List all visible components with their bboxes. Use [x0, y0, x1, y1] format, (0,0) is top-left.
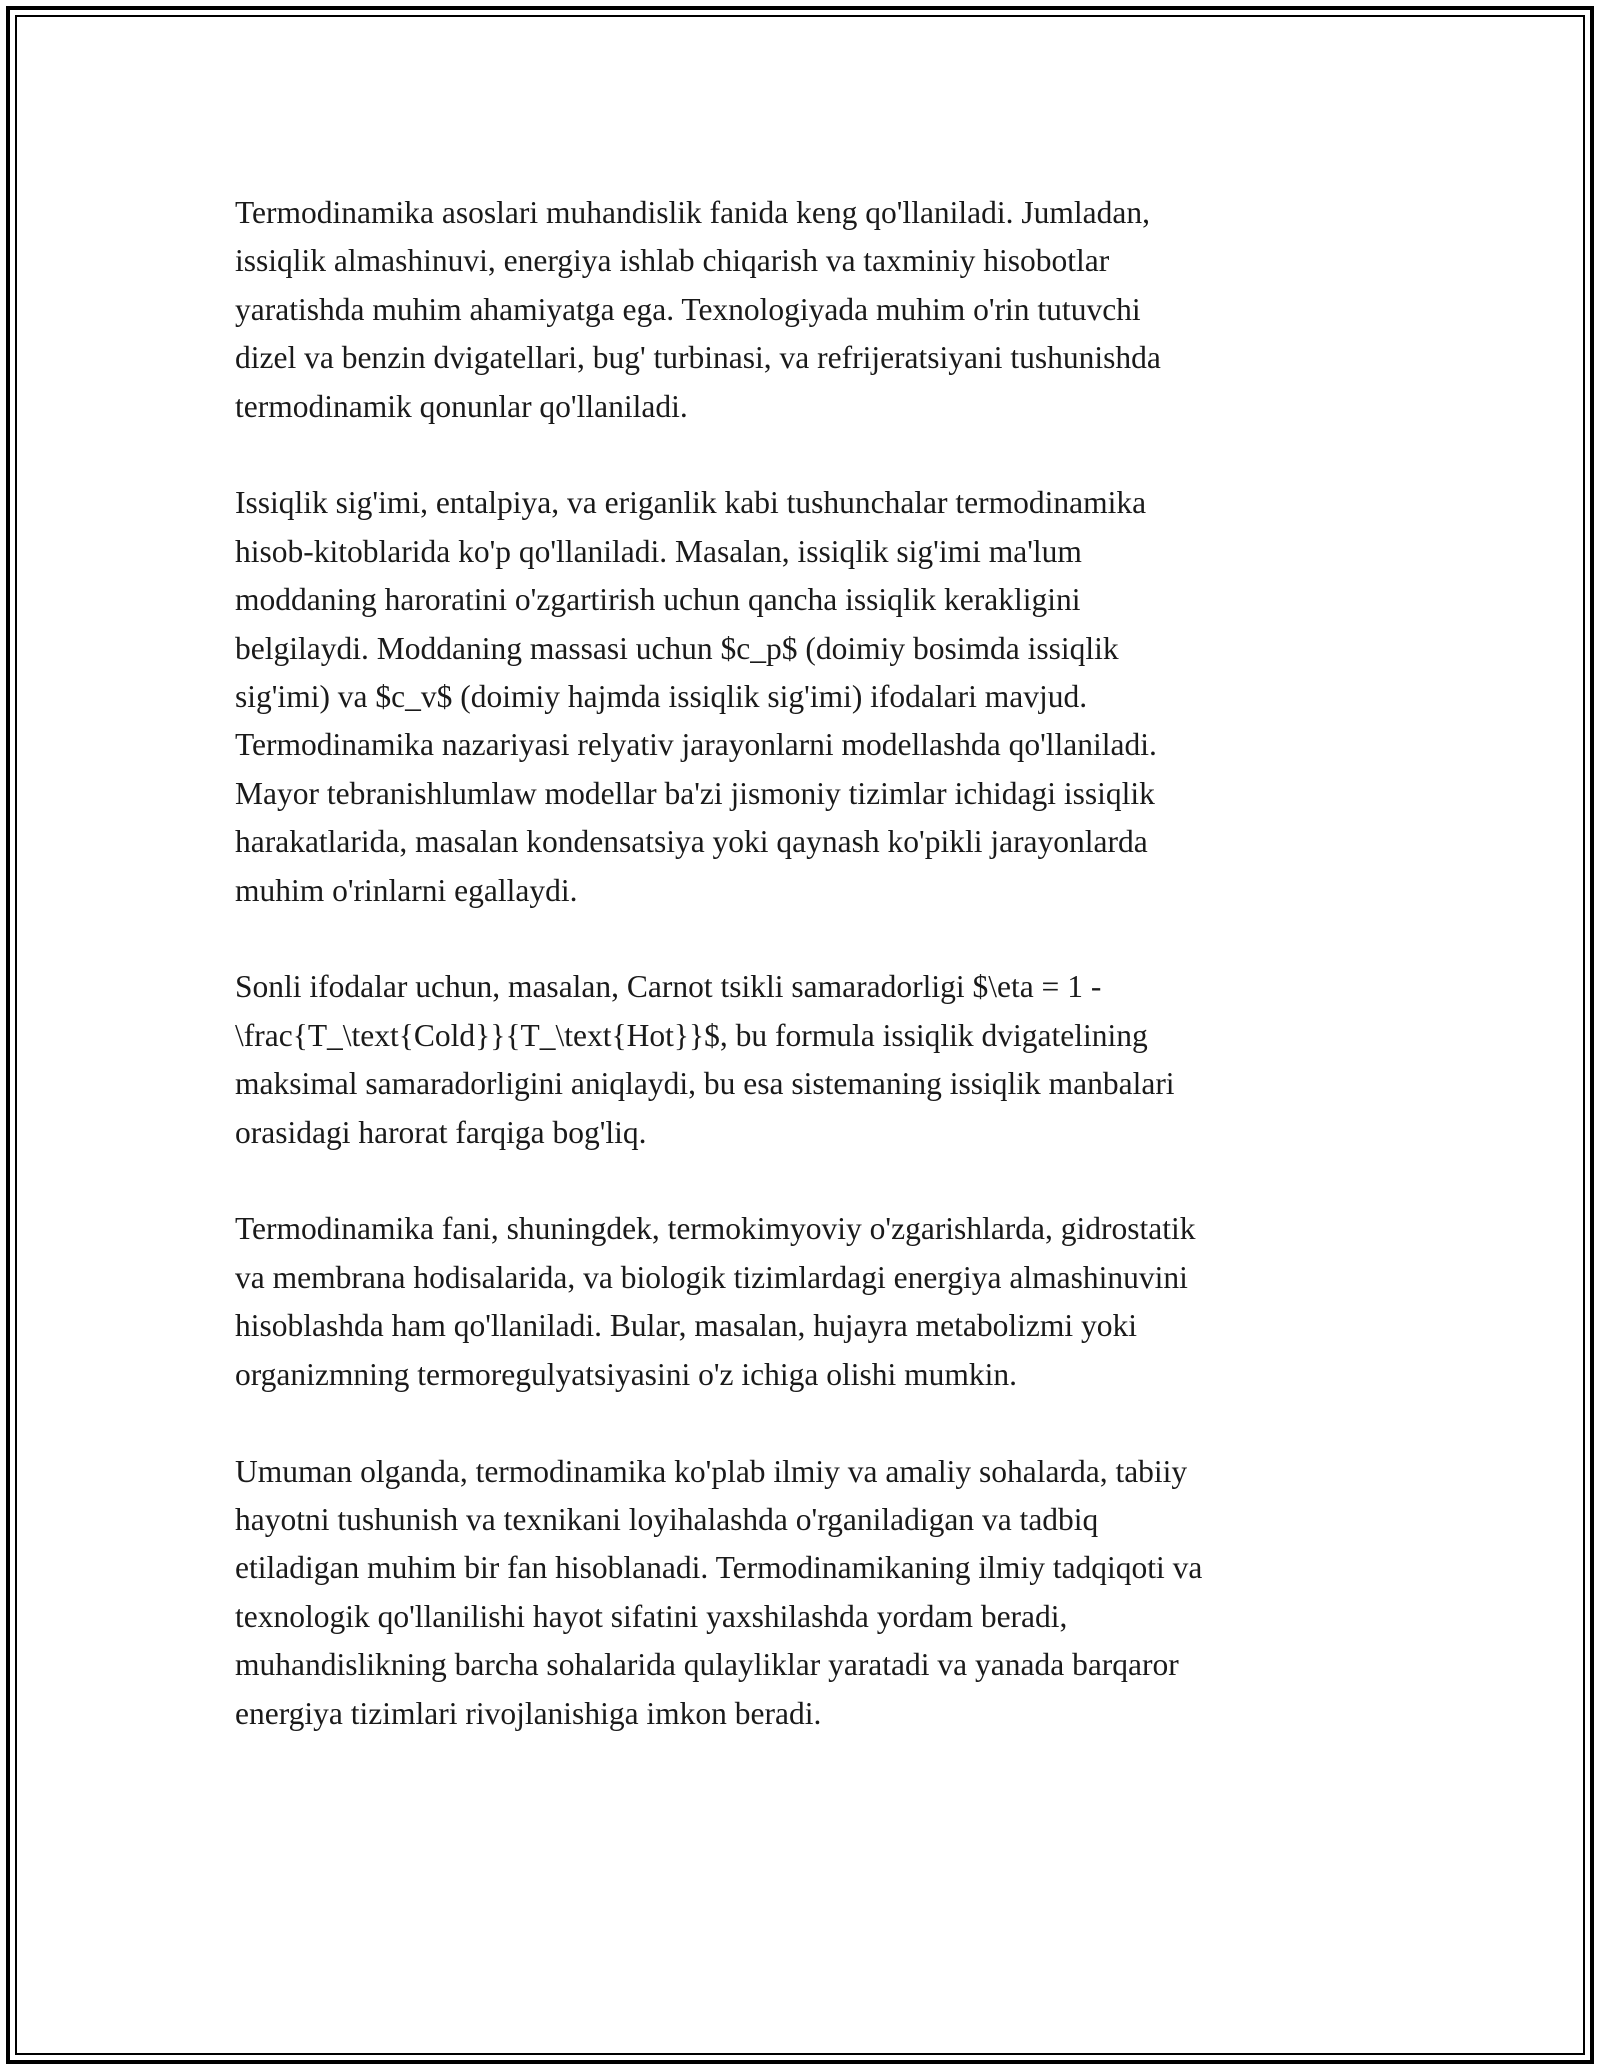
text-line: belgilaydi. Moddaning massasi uchun $c_p$ (doimiy bosimda issiqlik	[235, 630, 1119, 666]
text-line: hayotni tushunish va texnikani loyihalashda o'rganiladigan va tadbiq	[235, 1501, 1099, 1537]
text-line: hisob-kitoblarida ko'p qo'llaniladi. Masalan, issiqlik sig'imi ma'lum	[235, 533, 1082, 569]
text-line: orasidagi harorat farqiga bog'liq.	[235, 1114, 647, 1150]
text-line: yaratishda muhim ahamiyatga ega. Texnologiyada muhim o'rin tutuvchi	[235, 291, 1141, 327]
text-line: Termodinamika fani, shuningdek, termokimyoviy o'zgarishlarda, gidrostatik	[235, 1211, 1196, 1247]
text-line: Umuman olganda, termodinamika ko'plab ilmiy va amaliy sohalarda, tabiiy	[235, 1453, 1188, 1489]
text-line: termodinamik qonunlar qo'llaniladi.	[235, 388, 688, 424]
paragraph-4	[235, 1205, 1385, 1399]
text-line: etiladigan muhim bir fan hisoblanadi. Termodinamikaning ilmiy tadqiqoti va	[235, 1550, 1203, 1586]
text-line: \frac{T_\text{Cold}}{T_\text{Hot}}$, bu formula issiqlik dvigatelining	[235, 1017, 1148, 1053]
text-line: hisoblashda ham qo'llaniladi. Bular, masalan, hujayra metabolizmi yoki	[235, 1308, 1137, 1344]
text-line: Sonli ifodalar uchun, masalan, Carnot tsikli samaradorligi $\eta = 1 -	[235, 969, 1102, 1005]
document-body	[235, 189, 1385, 1738]
text-line: Issiqlik sig'imi, entalpiya, va eriganlik kabi tushunchalar termodinamika	[235, 485, 1147, 521]
text-line: va membrana hodisalarida, va biologik tizimlardagi energiya almashinuvini	[235, 1259, 1188, 1295]
paragraph-5	[235, 1448, 1385, 1738]
text-line: energiya tizimlari rivojlanishiga imkon beradi.	[235, 1695, 822, 1731]
text-line: Termodinamika asoslari muhandislik fanida keng qo'llaniladi. Jumladan,	[235, 195, 1151, 230]
text-line: muhandislikning barcha sohalarida qulayliklar yaratadi va yanada barqaror	[235, 1647, 1179, 1683]
text-line: organizmning termoregulyatsiyasini o'z ichiga olishi mumkin.	[235, 1356, 1017, 1392]
text-line: sig'imi) va $c_v$ (doimiy hajmda issiqlik sig'imi) ifodalari mavjud.	[235, 679, 1088, 715]
text-line: moddaning haroratini o'zgartirish uchun qancha issiqlik kerakligini	[235, 582, 1081, 618]
text-line: dizel va benzin dvigatellari, bug' turbinasi, va refrijeratsiyani tushunishda	[235, 340, 1161, 376]
paragraph-3	[235, 963, 1385, 1157]
text-line: maksimal samaradorligini aniqlaydi, bu esa sistemaning issiqlik manbalari	[235, 1066, 1175, 1102]
text-line: texnologik qo'llanilishi hayot sifatini yaxshilashda yordam beradi,	[235, 1598, 1068, 1634]
text-line: issiqlik almashinuvi, energiya ishlab chiqarish va taxminiy hisobotlar	[235, 243, 1110, 279]
text-line: Mayor tebranishlumlaw modellar ba'zi jismoniy tizimlar ichidagi issiqlik	[235, 775, 1155, 811]
text-line: Termodinamika nazariyasi relyativ jarayonlarni modellashda qo'llaniladi.	[235, 727, 1157, 763]
paragraph-1	[235, 189, 1385, 431]
text-line: muhim o'rinlarni egallaydi.	[235, 872, 578, 908]
text-line: harakatlarida, masalan kondensatsiya yoki qaynash ko'pikli jarayonlarda	[235, 824, 1148, 860]
paragraph-2	[235, 479, 1385, 915]
